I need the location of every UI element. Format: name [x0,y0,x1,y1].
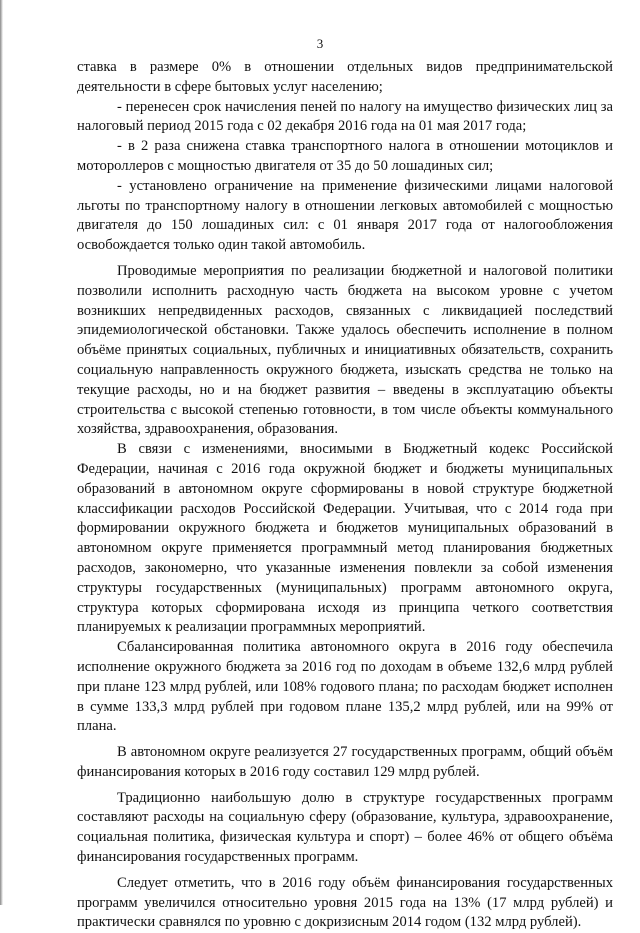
scan-edge [0,0,3,905]
paragraph: ставка в размере 0% в отношении отдельных видов предпринимательской деятельности в сфере бытовых услуг населению; [77,59,613,95]
paragraph: В связи с изменениями, вносимыми в Бюджетный кодекс Российской Федерации, начиная с 2016 года окружной бюджет и бюджеты муниципальных образований в автономном округе сформированы в новой структуре бюджетной классификации расходов Российской Федерации. Учитывая, что с 2014 года при формировании окружного бюджета и бюджетов муниципальных образований в автономном округе применяется программный метод планирования бюджетных расходов, закономерно, что указанные изменения повлекли за собой изменения структуры государственных (муниципальных) программ автономного округа, структура которых сформирована исходя из принципа четкого соответствия планируемых к реализации программных мероприятий. [77,441,613,636]
paragraph: Традиционно наибольшую долю в структуре государственных программ составляют расходы на социальную сферу (образование, культура, здравоохранение, социальная политика, физическая культура и спорт) – более 46% от общего объёма финансирования государственных программ. [77,789,613,866]
paragraph: - перенесен срок начисления пеней по налогу на имущество физических лиц за налоговый период 2015 года с 02 декабря 2016 года на 01 мая 2017 года; [77,98,613,135]
paragraph: - установлено ограничение на применение физическими лицами налоговой льготы по транспортному налогу в отношении легковых автомобилей с мощностью двигателя до 150 лошадиных сил: с 01 января 2017 года от налогообложения освобождается только один такой автомобиль. [77,177,613,254]
document-body [77,58,613,933]
paragraph: Проводимые мероприятия по реализации бюджетной и налоговой политики позволили исполнить расходную часть бюджета на высоком уровне с учетом возникших непредвиденных расходов, связанных с ликвидацией последствий эпидемиологической обстановки. Также удалось обеспечить исполнение в полном объёме принятых социальных, публичных и инициативных обязательств, сохранить социальную направленность окружного бюджета, изыскать средства не только на текущие расходы, но и на бюджет развития – введены в эксплуатацию объекты строительства с высокой степенью готовности, в том числе объекты коммунального хозяйства, здравоохранения, образования. [77,262,613,438]
paragraph: В автономном округе реализуется 27 государственных программ, общий объём финансирования которых в 2016 году составил 129 млрд рублей. [77,744,613,780]
paragraph: - в 2 раза снижена ставка транспортного налога в отношении мотоциклов и мотороллеров с мощностью двигателя от 35 до 50 лошадиных сил; [77,138,613,174]
paragraph: Сбалансированная политика автономного округа в 2016 году обеспечила исполнение окружного бюджета за 2016 год по доходам в объеме 132,6 млрд рублей при плане 123 млрд рублей, или 108% годового плана; по расходам бюджет исполнен в сумме 133,3 млрд рублей при годовом плане 135,2 млрд рублей, или на 99% от плана. [77,639,613,735]
paragraph: Следует отметить, что в 2016 году объём финансирования государственных программ увеличился относительно уровня 2015 года на 13% (17 млрд рублей) и практически сравнялся по уровню с докризисным 2014 годом (132 млрд рублей). [77,874,613,931]
page-number: 3 [316,36,324,51]
